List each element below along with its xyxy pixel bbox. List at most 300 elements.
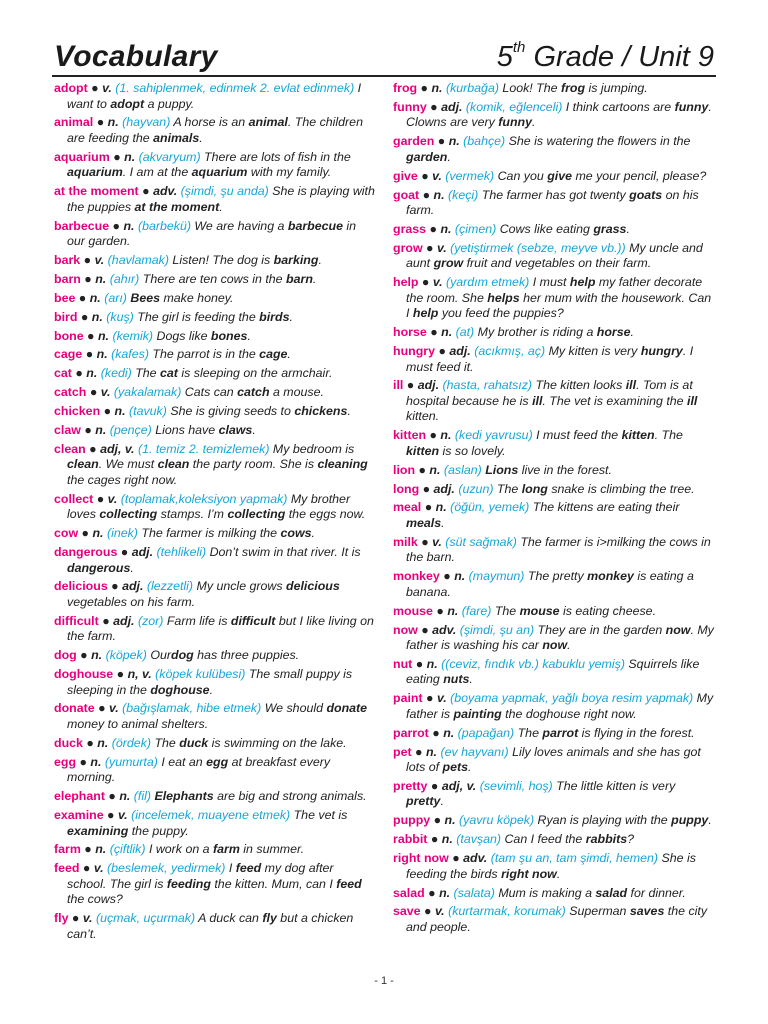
vocab-entry: elephant ● n. (fil) Elephants are big and strong animals. [54,789,367,804]
vocab-entry: chicken ● n. (tavuk) She is giving seeds to chickens. [54,404,351,419]
part-of-speech: v. [434,904,445,919]
headword: bird [54,309,78,324]
example-text: . [556,866,561,881]
example-text: is flying in the forest. [578,725,695,740]
example-keyword: ill [532,393,543,408]
example-sentence [172,253,321,267]
example-text: . [289,309,293,324]
example-text: The girl is feeding the [137,309,260,324]
part-of-speech: n. [426,656,438,671]
example-sentence [498,169,707,183]
grade-unit-label: Grade / Unit 9 [525,41,714,73]
example-sentence [478,325,634,339]
example-text: Look! The [502,81,561,95]
headword: pet [393,744,412,759]
example-keyword: barking [273,252,319,267]
vocab-entry: grow ● v. (yetiştirmek (sebze, meyve vb.)) My uncle and aunt grow fruit and vegetables on their farm. [393,240,703,271]
headword: meal [393,500,422,515]
part-of-speech: n. [86,366,98,381]
part-of-speech: v. [432,534,442,549]
vocab-entry: pretty ● adj, v. (sevimli, hoş) The little kitten is very pretty. [393,778,676,809]
example-text: A duck can [198,911,263,926]
part-of-speech: v. [436,240,447,255]
example-text: . [567,638,571,653]
left-column [54,81,375,946]
turkish-translation: (tavuk) [129,404,167,419]
example-keyword: meals [406,515,442,530]
turkish-translation: (fil) [133,789,151,804]
turkish-translation: (yardım etmek) [445,275,530,290]
turkish-translation: (maymun) [468,569,525,584]
example-text: I must [532,275,570,290]
example-text: My uncle and aunt [406,240,703,271]
example-text: . [468,760,472,775]
vocab-entry: monkey ● n. (maymun) The pretty monkey is eating a banana. [393,569,694,599]
example-text: The kitten looks [535,378,626,393]
example-keyword: help [412,306,439,321]
vocab-entry: bee ● n. (arı) Bees make honey. [54,290,234,305]
example-keyword: cleaning [317,457,368,472]
part-of-speech: n. [95,842,107,857]
turkish-translation: (yavru köpek) [459,813,535,828]
turkish-translation: (kedi yavrusu) [454,428,533,443]
example-keyword: now [542,638,568,653]
turkish-translation: (yetiştirmek (sebze, meyve vb.)) [450,240,626,255]
part-of-speech: n. [95,271,107,286]
example-sentence [485,463,612,477]
turkish-translation: (incelemek, muayene etmek) [131,808,291,823]
headword: right now [393,851,449,866]
example-text: The little kitten is very [556,778,676,793]
part-of-speech: adj, v. [441,778,477,793]
example-text: make honey. [160,290,234,305]
vocab-entry: barbecue ● n. (barbekü) We are having a barbecue in our garden. [54,218,357,249]
example-keyword: claws [218,422,253,437]
example-keyword: right now [501,866,557,881]
headword: lion [393,462,416,477]
turkish-translation: (fare) [461,603,492,618]
vocab-entry: aquarium ● n. (akvaryum) There are lots of fish in the aquarium. I am at the aquarium with my family. [54,149,351,180]
turkish-translation: (kemik) [112,328,154,343]
headword: milk [393,534,418,549]
headword: claw [54,422,81,437]
vocab-entry: examine ● v. (incelemek, muayene etmek) The vet is examining the puppy. [54,808,348,838]
vocab-entry: cow ● n. (inek) The farmer is milking the cows. [54,526,315,541]
part-of-speech: n. [454,569,466,584]
example-text: me your pencil, please? [572,168,707,183]
example-text: . [347,404,351,419]
example-text: The pretty [527,569,588,584]
headword: garden [393,134,435,149]
example-text: . The vet is examining the [542,393,688,408]
part-of-speech: adj. [113,613,135,628]
vocab-entry: bark ● v. (havlamak) Listen! The dog is barking. [54,252,322,267]
turkish-translation: (tehlikeli) [156,545,207,560]
example-keyword: helps [487,290,520,305]
example-sentence [518,726,695,740]
example-keyword: nuts [443,672,470,687]
example-text: but I like living on the farm. [67,613,374,644]
example-keyword: collecting [227,507,286,522]
example-text: on his farm. [406,187,699,218]
part-of-speech: v. [117,808,128,823]
headword: puppy [393,813,431,828]
example-sentence [143,272,317,286]
example-keyword: delicious [286,579,340,594]
vocab-entry: grass ● n. (çimen) Cows like eating grass. [393,221,630,236]
turkish-translation: (bağışlamak, hibe etmek) [122,701,262,716]
turkish-translation: (köpek) [105,648,147,663]
example-keyword: farm [213,842,240,857]
example-text: is jumping. [585,81,648,95]
turkish-translation: (hayvan) [122,115,171,130]
example-text: Can I feed the [504,832,586,847]
part-of-speech: n. [97,735,109,750]
vocab-entry: bird ● n. (kuş) The girl is feeding the birds. [54,309,293,324]
turkish-translation: (çimen) [454,221,497,236]
example-text: The [135,366,160,381]
example-text: . [219,199,223,214]
example-keyword: egg [206,754,229,769]
part-of-speech: adj. [122,579,144,594]
turkish-translation: (şimdi, şu an) [459,622,535,637]
headword: salad [393,885,425,900]
example-text: I eat an [161,754,207,769]
example-keyword: Bees [130,290,160,305]
example-text: . [312,271,317,286]
headword: bark [54,252,81,267]
example-text: . [311,526,315,541]
part-of-speech: v. [82,911,93,926]
example-keyword: frog [560,81,586,95]
part-of-speech: v. [100,385,111,400]
example-keyword: clean [67,457,99,472]
vocab-entry: frog ● n. (kurbağa) Look! The frog is jumping. [393,81,648,95]
example-text: . [247,328,251,343]
example-text: . [630,325,634,340]
headword: animal [54,115,94,130]
headword: long [393,481,420,496]
turkish-translation: (beslemek, yedirmek) [106,861,226,876]
part-of-speech: v. [432,168,442,183]
example-text: in summer. [239,842,305,857]
example-text: Cows like eating [499,221,594,236]
headword: kitten [393,428,427,443]
example-text: There are ten cows in the [142,271,287,286]
headword: frog [393,81,418,95]
example-keyword: aquarium [191,165,248,180]
part-of-speech: n. [443,725,455,740]
example-sentence [141,526,315,540]
example-sentence [154,789,366,803]
turkish-translation: (köpek kulübesi) [155,667,246,682]
example-text: Listen! The dog is [172,252,274,267]
turkish-translation: (öğün, yemek) [450,500,530,515]
example-keyword: dog [171,648,194,663]
turkish-translation: (kurbağa) [445,81,499,95]
headword: adopt [54,81,88,95]
vocab-entry: catch ● v. (yakalamak) Cats can catch a mouse. [54,385,324,400]
example-text: Squirrels like eating [406,656,700,687]
example-text: but a chicken can’t. [67,911,354,941]
example-sentence [149,842,304,856]
example-text: The [494,603,520,618]
example-sentence [502,81,647,95]
vocab-entry: rabbit ● n. (tavşan) Can I feed the rabbits? [393,832,634,847]
example-keyword: Lions [485,462,519,477]
part-of-speech: n. [441,325,453,340]
part-of-speech: adj. [417,378,440,393]
turkish-translation: (boyama yapmak, yağlı boya resim yapmak) [450,691,694,706]
part-of-speech: adj. [441,99,463,114]
headword: fly [54,911,69,926]
headword: help [393,275,419,290]
example-text: The small puppy is sleeping in the [67,667,353,697]
part-of-speech: n. [114,404,126,419]
example-text: has three puppies. [193,648,300,663]
example-text: The farmer is milking the [141,526,281,541]
headword: doghouse [54,667,114,682]
vocab-entry: ill ● adj. (hasta, rahatsız) The kitten looks ill. Tom is at hospital because he is ill. The vet is examining the ill kitten. [393,378,698,424]
example-keyword: doghouse [150,682,210,697]
example-sentence [157,329,251,343]
example-text: my dog after school. The girl is [67,861,334,891]
turkish-translation: (kuş) [106,309,134,324]
vocab-entry: milk ● v. (süt sağmak) The farmer is i>milking the cows in the barn. [393,534,711,565]
part-of-speech: n. [447,603,459,618]
example-sentence [67,150,351,180]
example-text: I want to [67,81,362,111]
example-keyword: ill [687,393,698,408]
example-keyword: give [547,168,572,183]
part-of-speech: n. [92,526,104,541]
example-keyword: horse [596,325,631,340]
example-text: . [318,252,322,267]
example-text: the eggs now. [285,507,366,522]
example-text: My kitten is very [548,344,641,359]
vocab-entry: help ● v. (yardım etmek) I must help my father decorate the room. She helps her mum with the housework. Can I help you feed the puppies? [393,275,712,321]
example-text: I must feed the [536,428,622,443]
headword: catch [54,385,87,400]
example-keyword: salad [595,885,628,900]
turkish-translation: (bahçe) [463,134,506,149]
example-keyword: clean [157,457,190,472]
example-text: We are having a [194,218,288,233]
example-text: . [441,515,445,530]
headword: clean [54,441,86,456]
headword: grow [393,240,423,255]
page-header [54,34,714,74]
example-text: . The [654,428,683,443]
example-text: in our garden. [67,218,357,249]
example-text: The [496,481,522,496]
example-keyword: chickens [294,404,348,419]
example-text: A horse is an [173,115,249,130]
vocab-entry: doghouse ● n, v. (köpek kulübesi) The small puppy is sleeping in the doghouse. [54,667,353,697]
example-keyword: pets [442,760,468,775]
vocab-entry: nut ● n. ((ceviz, fındık vb.) kabuklu yemiş) Squirrels like eating nuts. [393,656,700,687]
example-keyword: donate [326,701,368,716]
example-text: . The children are feeding the [67,115,363,145]
vocab-entry: parrot ● n. (papağan) The parrot is flying in the forest. [393,725,695,740]
turkish-translation: (aslan) [443,462,482,477]
example-sentence [495,604,656,618]
example-sentence [504,832,634,846]
turkish-translation: (yumurta) [104,754,158,769]
example-text: . I must feed it. [406,344,694,374]
example-keyword: examining [67,823,129,838]
vocab-entry: farm ● n. (çiftlik) I work on a farm in summer. [54,842,305,857]
example-sentence [154,736,346,750]
example-text: my father decorate the room. She [406,275,703,305]
part-of-speech: adv. [463,851,488,866]
example-sentence [538,813,712,827]
turkish-translation: (1. temiz 2. temizlemek) [137,441,270,456]
example-keyword: at the moment [134,199,220,214]
part-of-speech: n. [96,347,108,362]
vocab-entry: mouse ● n. (fare) The mouse is eating cheese. [393,603,657,618]
part-of-speech: v. [93,861,104,876]
example-sentence [406,569,694,599]
example-text: stamps. I’m [157,507,228,522]
headword: elephant [54,789,105,804]
turkish-translation: ((ceviz, fındık vb.) kabuklu yemiş) [441,656,625,671]
part-of-speech: v. [94,252,105,267]
example-sentence [137,310,293,324]
example-keyword: ill [625,378,637,393]
turkish-translation: (ev hayvanı) [440,744,509,759]
example-text: is swimming on the lake. [208,735,347,750]
example-text: the party room. She is [189,457,318,472]
turkish-translation: (kedi) [100,366,132,381]
turkish-translation: (vermek) [445,168,495,183]
example-keyword: garden [406,149,448,164]
part-of-speech: n. [425,744,437,759]
part-of-speech: n. [95,422,107,437]
headword: egg [54,754,77,769]
vocab-entry: kitten ● n. (kedi yavrusu) I must feed the kitten. The kitten is so lovely. [393,428,683,458]
example-keyword: feed [235,861,262,876]
vocab-entry: delicious ● adj. (lezzetli) My uncle grows delicious vegetables on his farm. [54,579,340,609]
example-text: . [447,149,451,164]
part-of-speech: n. [119,789,131,804]
headword: donate [54,701,95,716]
headword: rabbit [393,832,428,847]
example-text: . [252,422,256,437]
turkish-translation: (keçi) [448,187,479,202]
example-text: She is giving seeds to [170,404,295,419]
example-keyword: animals [153,130,200,145]
example-keyword: goats [629,187,663,202]
example-text: . [626,221,630,236]
turkish-translation: (inek) [106,526,138,541]
vocab-entry: clean ● adj, v. (1. temiz 2. temizlemek) My bedroom is clean. We must clean the party room. She is cleaning the cages right now. [54,441,368,487]
example-text: . [708,813,712,828]
example-text: I think cartoons are [565,99,675,114]
turkish-translation: (sevimli, hoş) [479,778,553,793]
example-text: a puppy. [144,96,195,111]
example-text: My brother is riding a [477,325,597,340]
example-text: I work on a [148,842,213,857]
headword: cat [54,366,72,381]
example-text: . [199,130,203,145]
vocab-entry: right now ● adv. (tam şu an, tam şimdi, hemen) She is feeding the birds right now. [393,851,696,881]
vocab-entry: meal ● n. (öğün, yemek) The kittens are eating their meals. [393,500,680,530]
vocab-entry: donate ● v. (bağışlamak, hibe etmek) We should donate money to animal shelters. [54,701,368,731]
turkish-translation: (havlamak) [107,252,169,267]
part-of-speech: n. [441,832,453,847]
part-of-speech: n, v. [127,667,152,682]
example-keyword: aquarium [67,165,123,180]
headword: examine [54,808,104,823]
headword: mouse [393,603,433,618]
example-text: vegetables on his farm. [67,594,196,609]
vocab-entry: puppy ● n. (yavru köpek) Ryan is playing with the puppy. [393,813,712,828]
example-text: The parrot is in the [152,347,260,362]
part-of-speech: n. [107,115,119,130]
part-of-speech: n. [440,428,452,443]
part-of-speech: n. [90,754,102,769]
example-keyword: barn [286,271,313,286]
turkish-translation: (kafes) [111,347,149,362]
headword: at the moment [54,184,139,199]
example-text: Lily loves animals and she has got lots of [406,744,701,775]
example-keyword: cage [259,347,288,362]
example-sentence [152,347,290,361]
example-text: She is feeding the birds [406,851,696,881]
example-text: live in the forest. [518,462,612,477]
vocab-entry: paint ● v. (boyama yapmak, yağlı boya resim yapmak) My father is painting the doghouse right now. [393,691,714,721]
example-keyword: cows [280,526,312,541]
example-sentence [500,222,630,236]
turkish-translation: (ahır) [109,271,140,286]
vocab-entry: feed ● v. (beslemek, yedirmek) I feed my dog after school. The girl is feeding the kitten. Mum, can I feed the cows? [54,861,362,907]
part-of-speech: n. [91,648,103,663]
headword: paint [393,691,423,706]
part-of-speech: n. [97,328,109,343]
example-keyword: Elephants [154,789,214,804]
headword: difficult [54,613,99,628]
example-sentence [497,482,695,496]
vocab-entry: save ● v. (kurtarmak, korumak) Superman saves the city and people. [393,904,708,934]
example-keyword: help [569,275,596,290]
headword: barn [54,271,81,286]
example-keyword: kitten [406,443,440,458]
right-column [393,81,715,939]
turkish-translation: (çiftlik) [109,842,146,857]
part-of-speech: n. [439,885,451,900]
part-of-speech: n. [91,309,103,324]
example-text: Mum is making a [498,885,596,900]
example-text: She is playing with the puppies [67,184,375,214]
example-keyword: parrot [542,725,579,740]
example-text: My brother loves [67,491,351,522]
part-of-speech: adv. [432,622,457,637]
vocab-entry: salad ● n. (salata) Mum is making a salad for dinner. [393,885,686,900]
headword: delicious [54,579,108,594]
headword: dangerous [54,545,118,560]
headword: barbecue [54,218,110,233]
example-text: . My father is washing his car [406,622,714,653]
part-of-speech: v. [436,691,447,706]
example-sentence [130,291,233,305]
example-text: The kittens are eating their [532,500,680,515]
example-keyword: grass [593,221,627,236]
vocab-entry: cage ● n. (kafes) The parrot is in the cage. [54,347,291,362]
example-text: . We must [98,457,158,472]
turkish-translation: (komik, eğlenceli) [465,99,563,114]
part-of-speech: n. [123,218,135,233]
